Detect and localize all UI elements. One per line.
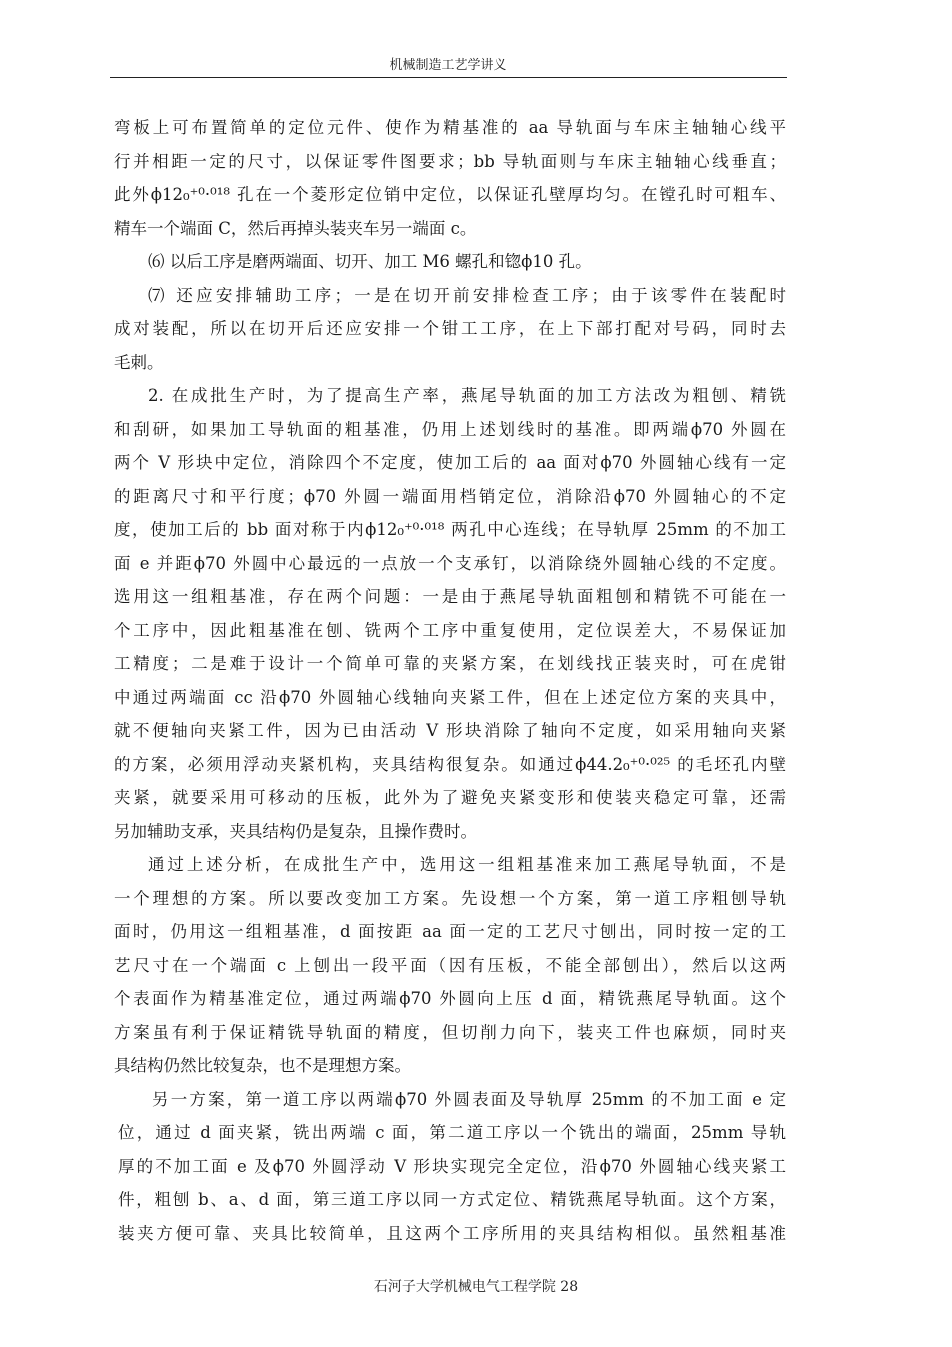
text-line: ⑺ 还应安排辅助工序；一是在切开前安排检查工序；由于该零件在装配时 [148,285,786,305]
text-line: 个工序中，因此粗基准在刨、铣两个工序中重复使用，定位误差大，不易保证加 [114,620,786,640]
text-line: 工精度；二是难于设计一个简单可靠的夹紧方案，在划线找正装夹时，可在虎钳 [114,654,786,673]
text-line: 精车一个端面 C，然后再掉头装夹车另一端面 c。 [114,218,477,238]
body-text [114,111,786,1250]
text-line: 弯板上可布置简单的定位元件、使作为精基准的 aa 导轨面与车床主轴轴心线平 [114,118,786,137]
text-line: 具结构仍然比较复杂，也不是理想方案。 [114,1056,411,1075]
text-line: 夹紧，就要采用可移动的压板，此外为了避免夹紧变形和使装夹稳定可靠，还需 [114,788,786,807]
text-line: 成对装配，所以在切开后还应安排一个钳工工序，在上下部打配对号码，同时去 [114,319,786,338]
text-line: 通过上述分析，在成批生产中，选用这一组粗基准来加工燕尾导轨面，不是 [148,855,786,874]
text-line: 度，使加工后的 bb 面对称于内ϕ12₀⁺⁰·⁰¹⁸ 两孔中心连线；在导轨厚 25mm 的不加工 [114,520,786,539]
text-line: 个表面作为精基准定位，通过两端ϕ70 外圆向上压 d 面，精铣燕尾导轨面。这个 [114,989,786,1008]
header-rule [110,77,787,78]
text-line: 中通过两端面 cc 沿ϕ70 外圆轴心线轴向夹紧工件，但在上述定位方案的夹具中， [114,687,786,707]
text-line: 2. 在成批生产时，为了提高生产率，燕尾导轨面的加工方法改为粗刨、精铣 [148,386,786,405]
text-line: 毛刺。 [114,352,164,372]
text-line: 位，通过 d 面夹紧，铣出两端 c 面，第二道工序以一个铣出的端面，25mm 导轨 [118,1123,786,1142]
text-line: 此外ϕ12₀⁺⁰·⁰¹⁸ 孔在一个菱形定位销中定位，以保证孔壁厚均匀。在镗孔时可粗车、 [114,185,786,204]
text-line: 面 e 并距ϕ70 外圆中心最远的一点放一个支承钉，以消除绕外圆轴心线的不定度。 [114,553,786,573]
text-line: 的距离尺寸和平行度；ϕ70 外圆一端面用档销定位，消除沿ϕ70 外圆轴心的不定 [114,486,786,506]
text-line: 另一方案，第一道工序以两端ϕ70 外圆表面及导轨厚 25mm 的不加工面 e 定 [152,1089,786,1109]
text-line: 厚的不加工面 e 及ϕ70 外圆浮动 V 形块实现完全定位，沿ϕ70 外圆轴心线夹紧工 [118,1156,786,1176]
text-line: 面时，仍用这一组粗基准，d 面按距 aa 面一定的工艺尺寸刨出，同时按一定的工 [114,922,786,941]
text-line: 装夹方便可靠、夹具比较简单，且这两个工序所用的夹具结构相似。虽然粗基准 [118,1223,786,1243]
text-line: 和刮研，如果加工导轨面的粗基准，仍用上述划线时的基准。即两端ϕ70 外圆在 [114,419,786,439]
page-header-title: 机械制造工艺学讲义 [389,58,507,73]
text-line: ⑹ 以后工序是磨两端面、切开、加工 M6 螺孔和锪ϕ10 孔。 [148,252,592,271]
text-line: 方案虽有利于保证精铣导轨面的精度，但切削力向下，装夹工件也麻烦，同时夹 [114,1022,786,1042]
page-footer: 石河子大学机械电气工程学院 28 [373,1279,579,1295]
text-line: 另加辅助支承，夹具结构仍是复杂，且操作费时。 [114,821,477,841]
text-line: 一个理想的方案。所以要改变加工方案。先设想一个方案，第一道工序粗刨导轨 [114,888,786,908]
text-line: 选用这一组粗基准，存在两个问题：一是由于燕尾导轨面粗刨和精铣不可能在一 [114,587,786,606]
text-line: 的方案，必须用浮动夹紧机构，夹具结构很复杂。如通过ϕ44.2₀⁺⁰·⁰²⁵ 的毛坯孔内壁 [114,754,786,774]
text-line: 件，粗刨 b、a、d 面，第三道工序以同一方式定位、精铣燕尾导轨面。这个方案， [118,1190,786,1209]
text-line: 就不便轴向夹紧工件，因为已由活动 V 形块消除了轴向不定度，如采用轴向夹紧 [114,721,786,740]
text-line: 艺尺寸在一个端面 c 上刨出一段平面（因有压板，不能全部刨出），然后以这两 [114,955,786,975]
text-line: 两个 V 形块中定位，消除四个不定度，使加工后的 aa 面对ϕ70 外圆轴心线有一定 [114,453,786,472]
text-line: 行并相距一定的尺寸，以保证零件图要求；bb 导轨面则与车床主轴轴心线垂直； [114,151,786,171]
